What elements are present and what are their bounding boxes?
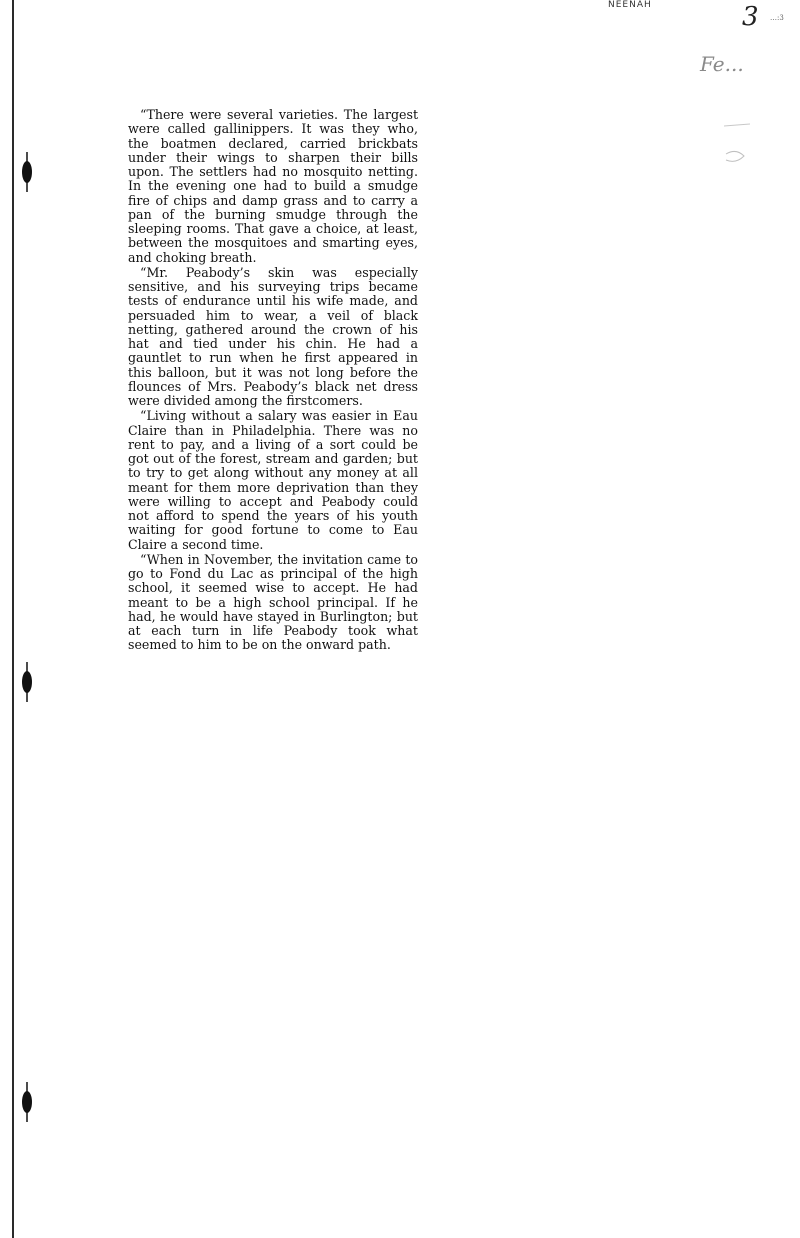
header-label: NEENAH: [608, 0, 652, 10]
article-column: [128, 108, 418, 654]
article-paragraph: “Living without a salary was easier in Eau Claire than in Philadelphia. There was no rent to pay, and a living of a sort could be got out of the forest, stream and garden; but to try to get along without any money at all meant for them more deprivation than they were willing to accept and Peabody could not afford to spend the years of his youth waiting for good fortune to come to Eau Claire a second time.: [128, 408, 418, 552]
handwritten-note: Fe...: [700, 52, 744, 76]
binding-hole-icon: [20, 662, 34, 702]
page-number-mark: …:3: [770, 14, 784, 22]
page-number: 3: [742, 2, 759, 32]
binding-hole-icon: [20, 1082, 34, 1122]
article-paragraph: “Mr. Peabody’s skin was especially sensitive, and his surveying trips became tests of endurance until his wife made, and persuaded him to wear, a veil of black netting, gathered around the crown of his hat and tied under his chin. He had a gauntlet to run when he first appeared in this balloon, but it was not long before the flounces of Mrs. Peabody’s black net dress were divided among the firstcomers.: [128, 264, 418, 408]
article-paragraph: “There were several varieties. The largest were called gallinippers. It was they who, the boatmen declared, carried brickbats under their wings to sharpen their bills upon. The settlers had no mosquito netting. In the evening one had to build a smudge fire of chips and damp grass and to carry a pan of the burning smudge through the sleeping rooms. That gave a choice, at least, between the mosquitoes and smarting eyes, and choking breath.: [128, 107, 418, 265]
binding-hole-icon: [20, 152, 34, 192]
faint-pencil-marks: [720, 118, 760, 178]
microfilm-edge-line: [12, 0, 14, 1238]
article-paragraph: “When in November, the invitation came to go to Fond du Lac as principal of the high school, it seemed wise to accept. He had meant to be a high school principal. If he had, he would have stayed in Burlington; but at each turn in life Peabody took what seemed to him to be on the onward path.: [128, 551, 418, 653]
